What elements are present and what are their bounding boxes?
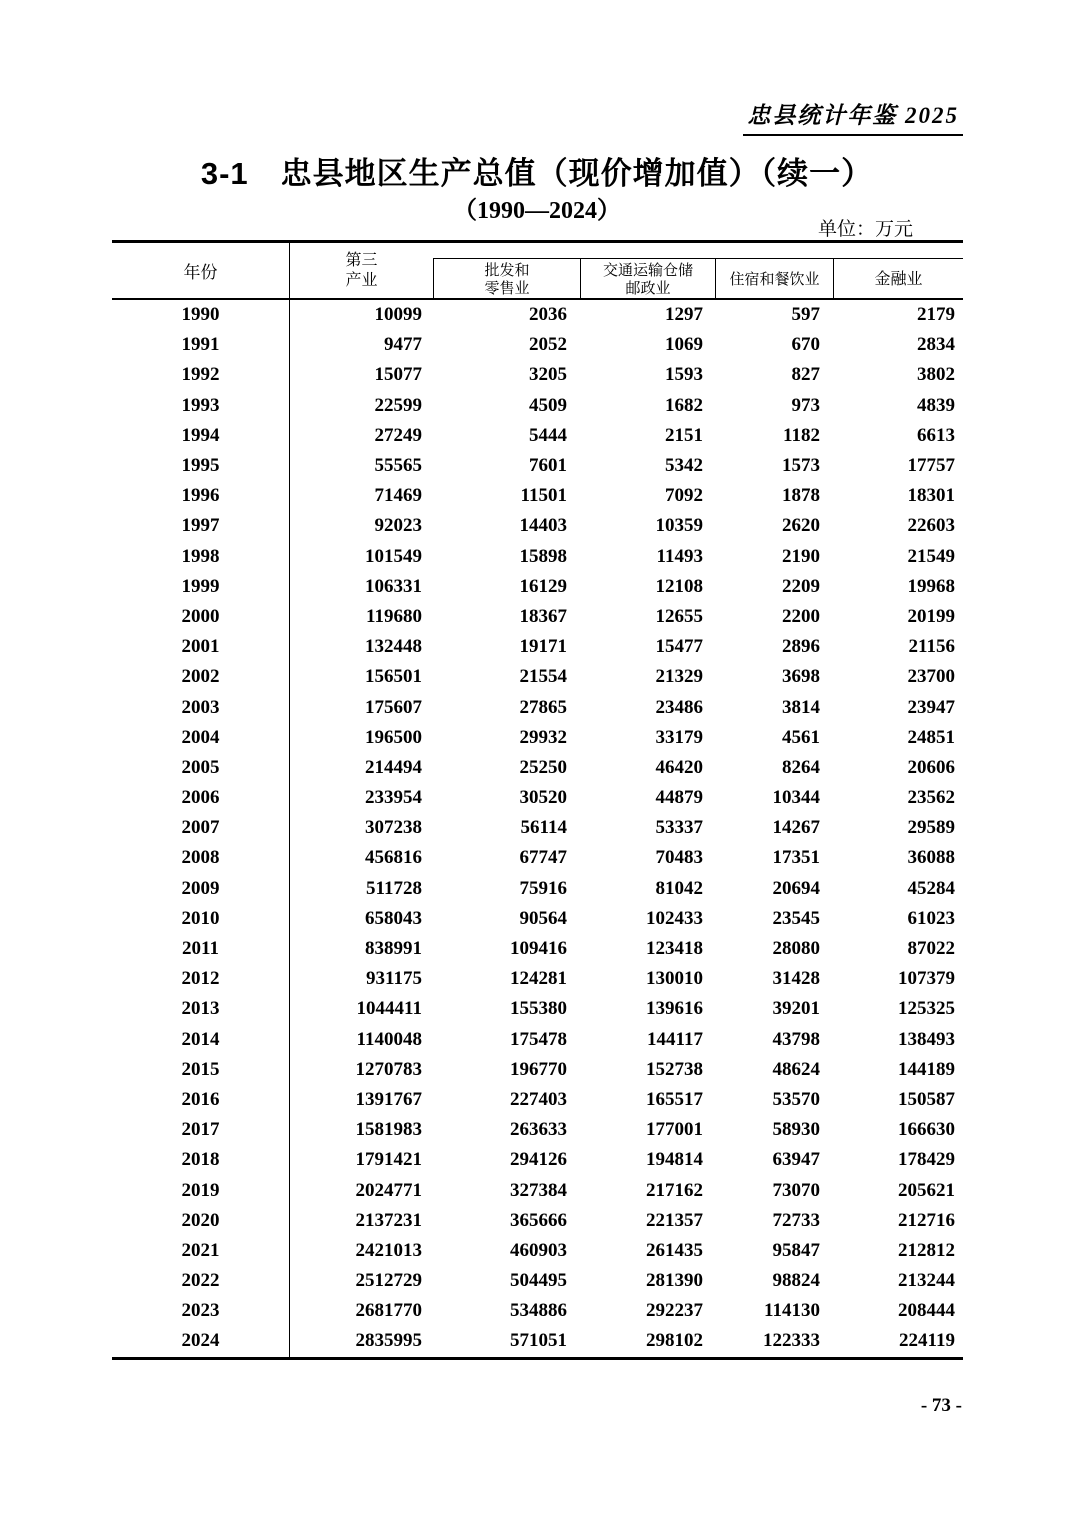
- row-year: 2012: [112, 964, 290, 994]
- cell-accommodation: 3698: [782, 666, 820, 688]
- cell-wholesale: 7601: [529, 455, 567, 477]
- cell-accommodation: 670: [791, 334, 820, 356]
- cell-wholesale: 460903: [510, 1239, 567, 1261]
- row-year: 2016: [112, 1085, 290, 1115]
- cell-tertiary: 1391767: [355, 1088, 422, 1110]
- row-year: 1990: [112, 300, 290, 330]
- table-row: [112, 1145, 963, 1175]
- cell-accommodation: 73070: [772, 1179, 820, 1201]
- cell-tertiary: 307238: [365, 817, 422, 839]
- cell-tertiary: 2421013: [355, 1239, 422, 1261]
- cell-wholesale: 175478: [510, 1028, 567, 1050]
- cell-accommodation: 23545: [772, 907, 820, 929]
- cell-finance: 4839: [917, 394, 955, 416]
- cell-transport: 130010: [646, 968, 703, 990]
- table-row: [112, 451, 963, 481]
- cell-transport: 15477: [655, 636, 703, 658]
- cell-finance: 17757: [907, 455, 955, 477]
- cell-accommodation: 39201: [772, 998, 820, 1020]
- cell-accommodation: 43798: [772, 1028, 820, 1050]
- cell-finance: 45284: [907, 877, 955, 899]
- cell-finance: 224119: [899, 1330, 955, 1352]
- row-year: 2023: [112, 1296, 290, 1326]
- cell-finance: 23700: [907, 666, 955, 688]
- table-row: [112, 1296, 963, 1326]
- table-row: [112, 360, 963, 390]
- cell-transport: 23486: [655, 696, 703, 718]
- cell-tertiary: 658043: [365, 907, 422, 929]
- row-year: 1991: [112, 330, 290, 360]
- row-year: 2004: [112, 723, 290, 753]
- cell-finance: 2179: [917, 304, 955, 326]
- cell-finance: 212812: [898, 1239, 955, 1261]
- table-row: [112, 723, 963, 753]
- row-year: 2018: [112, 1145, 290, 1175]
- cell-transport: 70483: [655, 847, 703, 869]
- table-row: [112, 1236, 963, 1266]
- cell-transport: 177001: [646, 1119, 703, 1141]
- col-header-tertiary-line1: 第三: [345, 251, 378, 269]
- table-row: [112, 542, 963, 572]
- cell-wholesale: 25250: [519, 756, 567, 778]
- cell-transport: 12655: [655, 605, 703, 627]
- cell-tertiary: 1791421: [355, 1149, 422, 1171]
- table-title: 3-1 忠县地区生产总值（现价增加值）（续一）: [200, 156, 874, 191]
- table-row: [112, 783, 963, 813]
- cell-transport: 144117: [647, 1028, 703, 1050]
- table-row: [112, 572, 963, 602]
- page-number: - 73 -: [920, 1395, 962, 1416]
- cell-tertiary: 1140048: [356, 1028, 422, 1050]
- cell-finance: 3802: [917, 364, 955, 386]
- row-year: 2014: [112, 1025, 290, 1055]
- table-row: [112, 421, 963, 451]
- cell-transport: 11493: [656, 545, 703, 567]
- cell-transport: 2151: [665, 424, 703, 446]
- table-row: [112, 300, 963, 330]
- cell-transport: 53337: [655, 817, 703, 839]
- cell-transport: 44879: [655, 787, 703, 809]
- col-header-transport: [580, 259, 715, 300]
- cell-accommodation: 17351: [772, 847, 820, 869]
- table-row: [112, 843, 963, 873]
- table-row: [112, 632, 963, 662]
- table-row: [112, 692, 963, 722]
- row-year: 2017: [112, 1115, 290, 1145]
- cell-wholesale: 56114: [520, 817, 567, 839]
- table-subtitle: （1990—2024）: [453, 198, 621, 224]
- cell-wholesale: 155380: [510, 998, 567, 1020]
- table-row: [112, 330, 963, 360]
- cell-accommodation: 53570: [772, 1088, 820, 1110]
- cell-wholesale: 4509: [529, 394, 567, 416]
- table-row: [112, 1085, 963, 1115]
- cell-finance: 29589: [907, 817, 955, 839]
- cell-wholesale: 27865: [519, 696, 567, 718]
- cell-transport: 152738: [646, 1058, 703, 1080]
- cell-transport: 1297: [665, 304, 703, 326]
- cell-finance: 18301: [907, 485, 955, 507]
- cell-wholesale: 14403: [519, 515, 567, 537]
- cell-accommodation: 597: [791, 304, 820, 326]
- cell-wholesale: 534886: [510, 1300, 567, 1322]
- cell-accommodation: 2209: [782, 575, 820, 597]
- col-header-transport-line1: 交通运输仓储: [602, 262, 693, 279]
- cell-wholesale: 227403: [510, 1088, 567, 1110]
- col-header-wholesale-line2: 零售业: [484, 280, 530, 297]
- cell-tertiary: 156501: [365, 666, 422, 688]
- row-year: 2005: [112, 753, 290, 783]
- cell-accommodation: 973: [791, 394, 820, 416]
- cell-accommodation: 58930: [772, 1119, 820, 1141]
- cell-transport: 7092: [665, 485, 703, 507]
- cell-tertiary: 92023: [374, 515, 422, 537]
- cell-finance: 166630: [898, 1119, 955, 1141]
- cell-accommodation: 98824: [772, 1270, 820, 1292]
- cell-accommodation: 2190: [782, 545, 820, 567]
- cell-transport: 217162: [646, 1179, 703, 1201]
- cell-tertiary: 10099: [374, 304, 422, 326]
- cell-transport: 5342: [665, 455, 703, 477]
- cell-accommodation: 122333: [763, 1330, 820, 1352]
- row-year: 2009: [112, 874, 290, 904]
- cell-transport: 165517: [646, 1088, 703, 1110]
- cell-wholesale: 29932: [519, 726, 567, 748]
- yearbook-header: 忠县统计年鉴 2025: [743, 97, 963, 136]
- row-year: 2010: [112, 904, 290, 934]
- table-row: [112, 662, 963, 692]
- row-year: 2002: [112, 662, 290, 692]
- row-year: 2019: [112, 1175, 290, 1205]
- table-header-row: [112, 243, 963, 300]
- row-year: 2013: [112, 994, 290, 1024]
- table-row: [112, 1025, 963, 1055]
- table-row: [112, 511, 963, 541]
- cell-wholesale: 196770: [510, 1058, 567, 1080]
- cell-tertiary: 511728: [366, 877, 422, 899]
- table-row: [112, 904, 963, 934]
- row-year: 1996: [112, 481, 290, 511]
- cell-transport: 298102: [646, 1330, 703, 1352]
- cell-wholesale: 365666: [510, 1209, 567, 1231]
- table-row: [112, 1326, 963, 1356]
- row-year: 1999: [112, 572, 290, 602]
- cell-tertiary: 1044411: [356, 998, 422, 1020]
- cell-transport: 12108: [655, 575, 703, 597]
- cell-accommodation: 114130: [764, 1300, 820, 1322]
- col-header-wholesale: [433, 259, 580, 300]
- cell-finance: 22603: [907, 515, 955, 537]
- cell-wholesale: 109416: [510, 938, 567, 960]
- row-year: 1995: [112, 451, 290, 481]
- cell-finance: 20606: [907, 756, 955, 778]
- cell-finance: 23562: [907, 787, 955, 809]
- cell-wholesale: 3205: [529, 364, 567, 386]
- cell-accommodation: 4561: [782, 726, 820, 748]
- cell-tertiary: 9477: [384, 334, 422, 356]
- row-year: 2000: [112, 602, 290, 632]
- cell-wholesale: 294126: [510, 1149, 567, 1171]
- cell-transport: 194814: [646, 1149, 703, 1171]
- row-year: 2006: [112, 783, 290, 813]
- cell-tertiary: 55565: [374, 455, 422, 477]
- cell-tertiary: 175607: [365, 696, 422, 718]
- row-year: 2003: [112, 692, 290, 722]
- cell-wholesale: 5444: [529, 424, 567, 446]
- cell-finance: 23947: [907, 696, 955, 718]
- cell-wholesale: 21554: [519, 666, 567, 688]
- cell-transport: 281390: [646, 1270, 703, 1292]
- cell-finance: 2834: [917, 334, 955, 356]
- cell-transport: 10359: [655, 515, 703, 537]
- cell-accommodation: 20694: [772, 877, 820, 899]
- cell-transport: 81042: [655, 877, 703, 899]
- table-row: [112, 994, 963, 1024]
- cell-finance: 205621: [898, 1179, 955, 1201]
- cell-accommodation: 1182: [783, 424, 820, 446]
- cell-accommodation: 3814: [782, 696, 820, 718]
- table-row: [112, 753, 963, 783]
- cell-accommodation: 28080: [772, 938, 820, 960]
- cell-tertiary: 71469: [374, 485, 422, 507]
- cell-finance: 6613: [917, 424, 955, 446]
- cell-tertiary: 1581983: [355, 1119, 422, 1141]
- cell-wholesale: 67747: [519, 847, 567, 869]
- cell-tertiary: 2835995: [355, 1330, 422, 1352]
- cell-wholesale: 15898: [519, 545, 567, 567]
- cell-wholesale: 18367: [519, 605, 567, 627]
- table-row: [112, 1206, 963, 1236]
- cell-accommodation: 10344: [772, 787, 820, 809]
- cell-tertiary: 2137231: [355, 1209, 422, 1231]
- row-year: 2007: [112, 813, 290, 843]
- table-row: [112, 1115, 963, 1145]
- cell-wholesale: 2052: [529, 334, 567, 356]
- cell-accommodation: 48624: [772, 1058, 820, 1080]
- cell-wholesale: 19171: [519, 636, 567, 658]
- cell-accommodation: 14267: [772, 817, 820, 839]
- col-header-wholesale-line1: 批发和: [484, 262, 530, 279]
- col-header-finance: 金融业: [833, 259, 963, 300]
- row-year: 2020: [112, 1206, 290, 1236]
- table-row: [112, 934, 963, 964]
- cell-tertiary: 2024771: [355, 1179, 422, 1201]
- table-row: [112, 1175, 963, 1205]
- cell-accommodation: 72733: [772, 1209, 820, 1231]
- cell-finance: 125325: [898, 998, 955, 1020]
- col-header-accommodation: 住宿和餐饮业: [715, 259, 833, 300]
- table-row: [112, 874, 963, 904]
- col-header-tertiary-line2: 产业: [345, 271, 378, 289]
- cell-tertiary: 1270783: [355, 1058, 422, 1080]
- table-row: [112, 813, 963, 843]
- cell-finance: 61023: [907, 907, 955, 929]
- row-year: 1994: [112, 421, 290, 451]
- cell-finance: 208444: [898, 1300, 955, 1322]
- cell-finance: 20199: [907, 605, 955, 627]
- cell-finance: 138493: [898, 1028, 955, 1050]
- cell-accommodation: 2896: [782, 636, 820, 658]
- cell-wholesale: 327384: [510, 1179, 567, 1201]
- cell-transport: 33179: [655, 726, 703, 748]
- cell-wholesale: 124281: [510, 968, 567, 990]
- cell-transport: 102433: [646, 907, 703, 929]
- cell-wholesale: 90564: [519, 907, 567, 929]
- cell-tertiary: 931175: [366, 968, 422, 990]
- cell-tertiary: 2512729: [355, 1270, 422, 1292]
- row-year: 2008: [112, 843, 290, 873]
- sub-header-box: [433, 258, 963, 300]
- cell-tertiary: 15077: [374, 364, 422, 386]
- table-row: [112, 1266, 963, 1296]
- cell-transport: 1593: [665, 364, 703, 386]
- cell-finance: 150587: [898, 1088, 955, 1110]
- cell-finance: 21549: [907, 545, 955, 567]
- row-year: 1997: [112, 511, 290, 541]
- cell-accommodation: 1573: [782, 455, 820, 477]
- cell-tertiary: 233954: [365, 787, 422, 809]
- row-year: 1992: [112, 360, 290, 390]
- cell-tertiary: 27249: [374, 424, 422, 446]
- cell-tertiary: 2681770: [355, 1300, 422, 1322]
- table-row: [112, 1055, 963, 1085]
- row-year: 1998: [112, 542, 290, 572]
- cell-tertiary: 101549: [365, 545, 422, 567]
- cell-accommodation: 1878: [782, 485, 820, 507]
- cell-tertiary: 22599: [374, 394, 422, 416]
- cell-finance: 107379: [898, 968, 955, 990]
- unit-label: 单位：万元: [817, 219, 913, 240]
- cell-accommodation: 2200: [782, 605, 820, 627]
- cell-tertiary: 196500: [365, 726, 422, 748]
- cell-accommodation: 2620: [782, 515, 820, 537]
- col-header-tertiary: [290, 243, 433, 298]
- cell-wholesale: 30520: [519, 787, 567, 809]
- cell-transport: 292237: [646, 1300, 703, 1322]
- table-row: [112, 481, 963, 511]
- cell-accommodation: 63947: [772, 1149, 820, 1171]
- cell-tertiary: 214494: [365, 756, 422, 778]
- cell-transport: 139616: [646, 998, 703, 1020]
- row-year: 2024: [112, 1326, 290, 1356]
- cell-wholesale: 11501: [520, 485, 567, 507]
- cell-wholesale: 75916: [519, 877, 567, 899]
- stat-table: [112, 240, 963, 1360]
- cell-finance: 36088: [907, 847, 955, 869]
- cell-tertiary: 132448: [365, 636, 422, 658]
- table-row: [112, 602, 963, 632]
- cell-tertiary: 106331: [365, 575, 422, 597]
- cell-finance: 24851: [907, 726, 955, 748]
- cell-tertiary: 119680: [366, 605, 422, 627]
- col-header-year: 年份: [112, 243, 290, 298]
- row-year: 2001: [112, 632, 290, 662]
- row-year: 2021: [112, 1236, 290, 1266]
- cell-transport: 21329: [655, 666, 703, 688]
- row-year: 2015: [112, 1055, 290, 1085]
- row-year: 2022: [112, 1266, 290, 1296]
- cell-wholesale: 16129: [519, 575, 567, 597]
- cell-finance: 19968: [907, 575, 955, 597]
- cell-finance: 212716: [898, 1209, 955, 1231]
- cell-tertiary: 456816: [365, 847, 422, 869]
- cell-accommodation: 31428: [772, 968, 820, 990]
- cell-tertiary: 838991: [365, 938, 422, 960]
- cell-wholesale: 2036: [529, 304, 567, 326]
- table-row: [112, 964, 963, 994]
- cell-finance: 178429: [898, 1149, 955, 1171]
- cell-finance: 144189: [898, 1058, 955, 1080]
- table-body: [112, 300, 963, 1357]
- cell-accommodation: 95847: [772, 1239, 820, 1261]
- cell-accommodation: 827: [791, 364, 820, 386]
- cell-wholesale: 504495: [510, 1270, 567, 1292]
- cell-wholesale: 263633: [510, 1119, 567, 1141]
- table-row: [112, 391, 963, 421]
- cell-transport: 221357: [646, 1209, 703, 1231]
- cell-accommodation: 8264: [782, 756, 820, 778]
- cell-wholesale: 571051: [510, 1330, 567, 1352]
- cell-transport: 46420: [655, 756, 703, 778]
- cell-transport: 261435: [646, 1239, 703, 1261]
- cell-transport: 1682: [665, 394, 703, 416]
- row-year: 1993: [112, 391, 290, 421]
- cell-transport: 1069: [665, 334, 703, 356]
- cell-finance: 21156: [908, 636, 955, 658]
- row-year: 2011: [112, 934, 290, 964]
- col-header-transport-line2: 邮政业: [625, 280, 671, 297]
- cell-finance: 213244: [898, 1270, 955, 1292]
- cell-transport: 123418: [646, 938, 703, 960]
- cell-finance: 87022: [907, 938, 955, 960]
